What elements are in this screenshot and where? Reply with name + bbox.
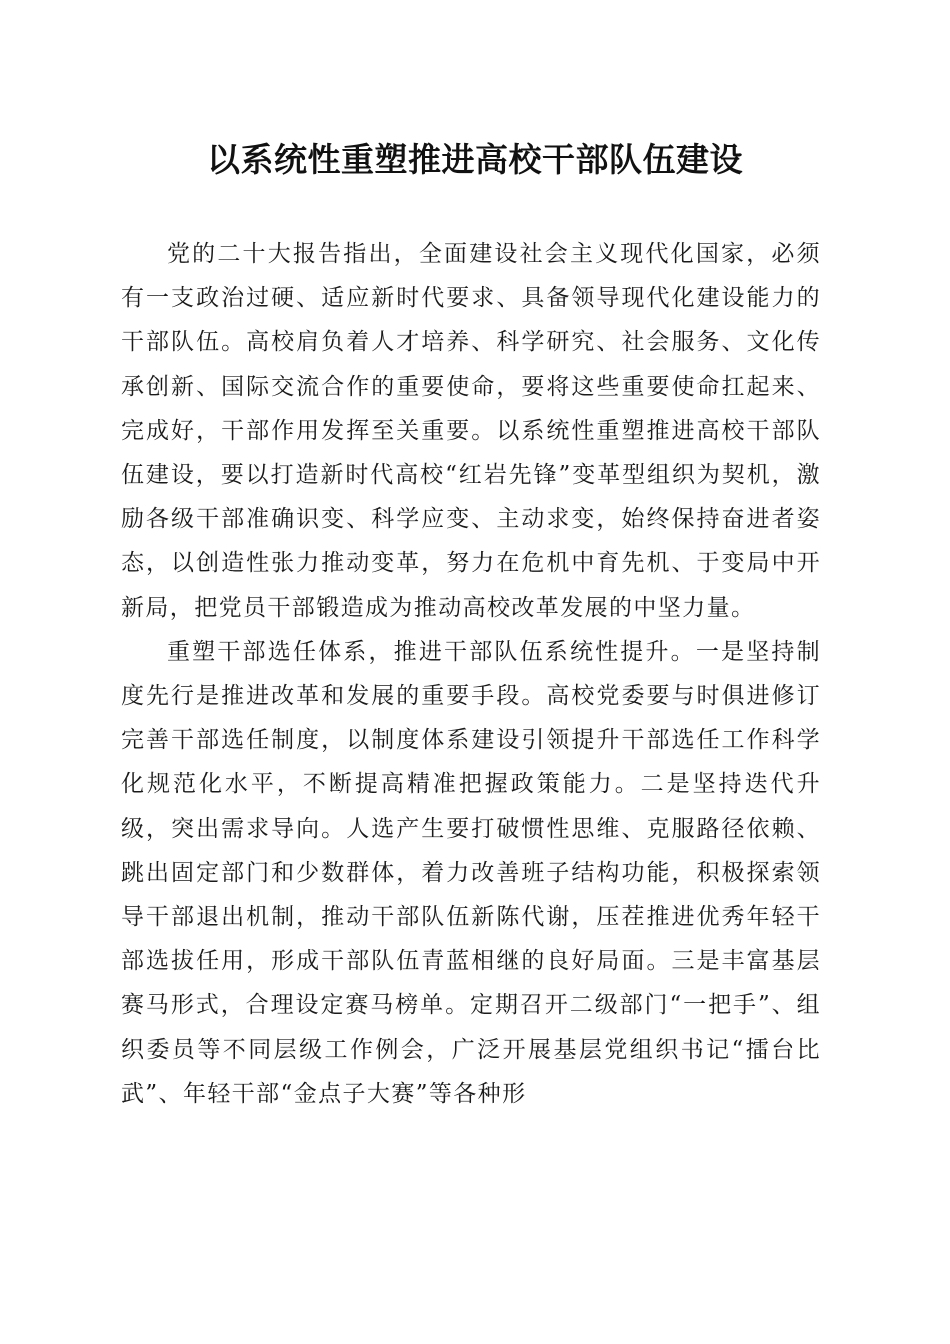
document-title: 以系统性重塑推进高校干部队伍建设 [207,140,743,179]
paragraph-intro: 党的二十大报告指出，全面建设社会主义现代化国家，必须有一支政治过硬、适应新时代要求、具备领导现代化建设能力的干部队伍。高校肩负着人才培养、科学研究、社会服务、文化传承创新、国际交流合作的重要使命，要将这些重要使命扛起来、完成好，干部作用发挥至关重要。以系统性重塑推进高校干部队伍建设，要以打造新时代高校“红岩先锋”变革型组织为契机，激励各级干部准确识变、科学应变、主动求变，始终保持奋进者姿态，以创造性张力推动变革，努力在危机中育先机、于变局中开新局，把党员干部锻造成为推动高校改革发展的中坚力量。 [121,241,821,621]
document-body [121,232,821,1116]
paragraph-cadre-selection: 重塑干部选任体系，推进干部队伍系统性提升。一是坚持制度先行是推进改革和发展的重要手段。高校党委要与时俱进修订完善干部选任制度，以制度体系建设引领提升干部选任工作科学化规范化水平，不断提高精准把握政策能力。二是坚持迭代升级，突出需求导向。人选产生要打破惯性思维、克服路径依赖、跳出固定部门和少数群体，着力改善班子结构功能，积极探索领导干部退出机制，推动干部队伍新陈代谢，压茬推进优秀年轻干部选拔任用，形成干部队伍青蓝相继的良好局面。三是丰富基层赛马形式，合理设定赛马榜单。定期召开二级部门“一把手”、组织委员等不同层级工作例会，广泛开展基层党组织书记“擂台比武”、年轻干部“金点子大赛”等各种形 [121,638,821,1107]
